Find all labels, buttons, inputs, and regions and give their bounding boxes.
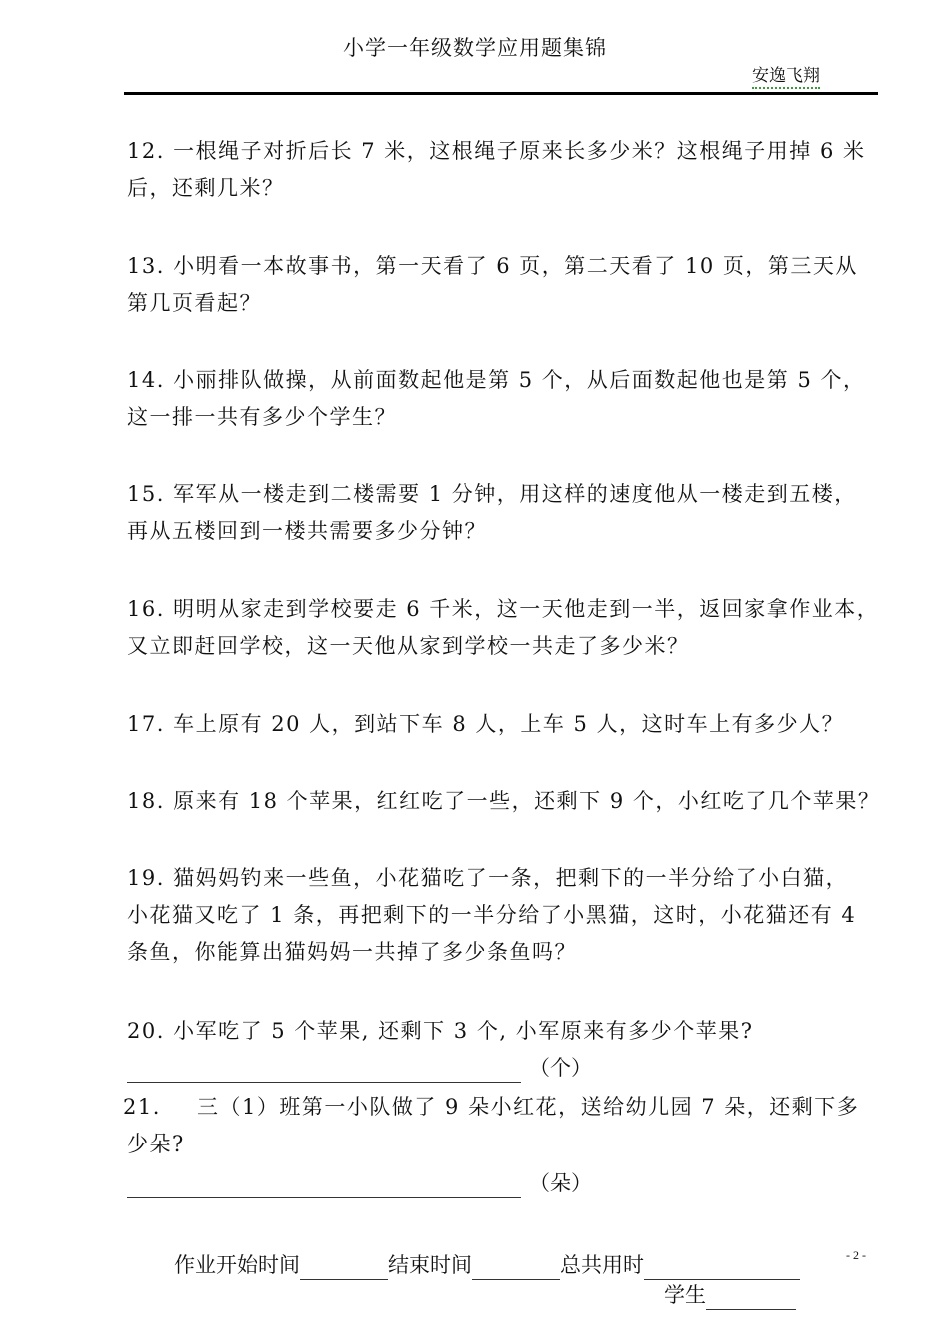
question-line: 12. 一根绳子对折后长 7 米，这根绳子原来长多少米？这根绳子用掉 6 米 [127,139,866,163]
question-18 [127,783,879,820]
question-15 [127,476,879,550]
question-line: 这一排一共有多少个学生？ [127,405,397,429]
question-line: 后，还剩几米？ [127,176,285,200]
question-line: 16. 明明从家走到学校要走 6 千米，这一天他走到一半，返回家拿作业本， [127,597,880,621]
author-name: 安逸飞翔 [752,66,820,89]
question-line: 小花猫又吃了 1 条，再把剩下的一半分给了小黑猫，这时，小花猫还有 4 [127,903,857,927]
end-time-label: 结束时间 [388,1253,472,1277]
question-16 [127,591,879,665]
answer-unit: （个） [529,1056,592,1080]
question-line: 20. 小军吃了 5 个苹果, 还剩下 3 个, 小军原来有多少个苹果? [127,1019,754,1043]
question-12 [127,133,879,207]
document-title: 小学一年级数学应用题集锦 [343,36,607,60]
question-number: 21. [123,1095,161,1119]
question-line: 少朵? [127,1132,185,1156]
page-number: - 2 - [846,1248,866,1262]
question-text: 三（1）班第一小队做了 9 朵小红花，送给幼儿园 7 朵，还剩下多 [197,1095,860,1119]
total-time-label: 总共用时 [560,1253,644,1277]
question-19 [127,860,879,971]
end-time-blank[interactable] [472,1255,560,1280]
question-line: 13. 小明看一本故事书，第一天看了 6 页，第二天看了 10 页，第三天从 [127,254,858,278]
answer-blank[interactable] [127,1173,521,1198]
student-label: 学生 [664,1283,706,1307]
question-line: 第几页看起？ [127,291,262,315]
question-line: 又立即赶回学校，这一天他从家到学校一共走了多少米？ [127,634,690,658]
header-divider [124,92,878,95]
total-time-blank[interactable] [644,1255,800,1280]
question-line: 再从五楼回到一楼共需要多少分钟？ [127,519,487,543]
question-line: 条鱼，你能算出猫妈妈一共掉了多少条鱼吗？ [127,940,577,964]
question-14 [127,362,879,436]
answer-blank[interactable] [127,1058,521,1083]
student-blank[interactable] [706,1285,796,1310]
question-line: 14. 小丽排队做操，从前面数起他是第 5 个，从后面数起他也是第 5 个， [127,368,866,392]
question-20 [127,1013,879,1050]
start-time-blank[interactable] [300,1255,388,1280]
start-time-label: 作业开始时间 [174,1253,300,1277]
question-line: 19. 猫妈妈钓来一些鱼，小花猫吃了一条，把剩下的一半分给了小白猫， [127,866,849,890]
question-17 [127,706,879,743]
question-13 [127,248,879,322]
question-line: 18. 原来有 18 个苹果，红红吃了一些，还剩下 9 个，小红吃了几个苹果？ [127,789,881,813]
question-21 [123,1089,875,1163]
answer-row-21 [127,1168,592,1198]
answer-unit: （朵） [529,1171,592,1195]
student-row [664,1280,796,1310]
question-line: 15. 军军从一楼走到二楼需要 1 分钟，用这样的速度他从一楼走到五楼， [127,482,857,506]
question-line: 17. 车上原有 20 人，到站下车 8 人，上车 5 人，这时车上有多少人？ [127,712,845,736]
homework-time-row [174,1250,800,1280]
question-line [123,1089,875,1126]
answer-row-20 [127,1053,592,1083]
